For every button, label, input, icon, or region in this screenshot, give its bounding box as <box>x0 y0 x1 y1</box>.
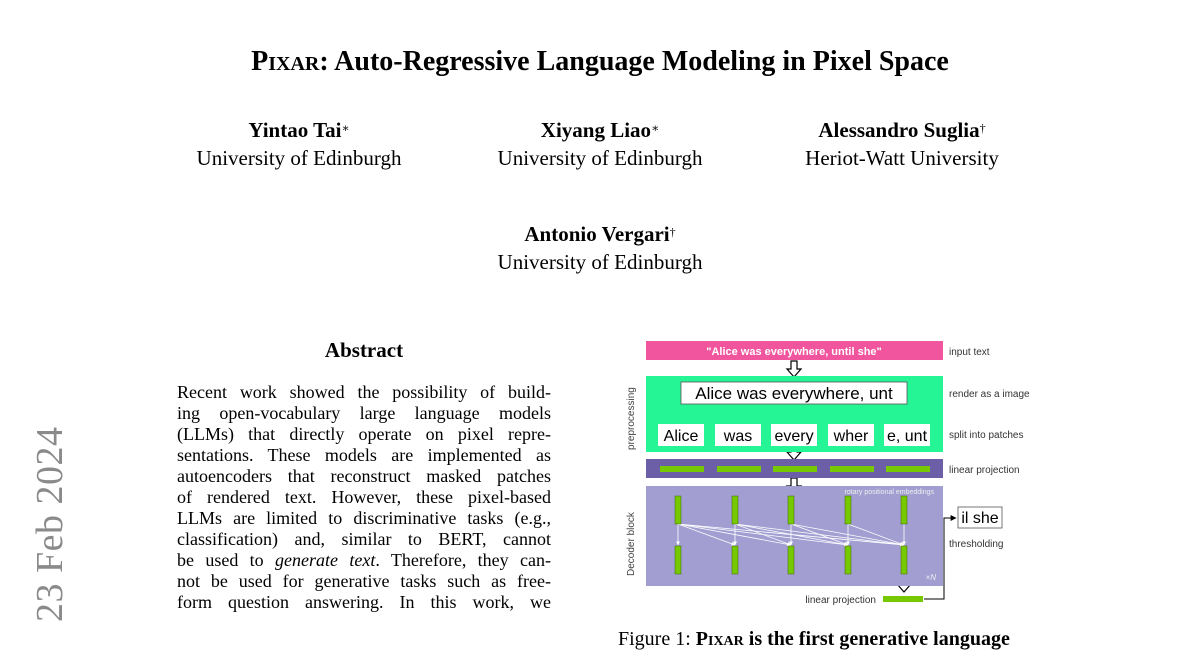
preprocessing-label: preprocessing <box>626 387 637 450</box>
projection-tokens <box>660 466 930 472</box>
decoder-block <box>646 486 943 586</box>
author-affiliation: University of Edinburgh <box>196 146 402 170</box>
figure-1 <box>618 338 1058 608</box>
abstract-emphasis: generate text <box>275 550 376 570</box>
author-name: Alessandro Suglia <box>818 118 980 142</box>
caption-prefix: Figure 1: <box>618 628 696 650</box>
times-n-label: ×N <box>925 573 936 582</box>
abstract-line: form question answering. In this work, we <box>177 592 551 612</box>
abstract-line: sentations. These models are implemented as <box>177 445 551 465</box>
author-4 <box>450 220 750 276</box>
caption-rest: is the first generative language <box>743 628 1010 650</box>
abstract-line: Recent work showed the possibility of build- <box>177 382 551 402</box>
down-arrow-icon <box>787 361 801 377</box>
rendered-text: Alice was everywhere, unt <box>695 384 893 403</box>
abstract-line: ing open-vocabulary large language models <box>177 403 551 423</box>
label-thresholding: thresholding <box>949 539 1004 550</box>
patch-text: Alice <box>663 428 699 445</box>
abstract-text: be used to <box>177 550 276 570</box>
abstract-line-9 <box>177 550 551 571</box>
author-2 <box>450 116 750 172</box>
abstract-line: LLMs are limited to discriminative tasks (e.g., <box>177 508 551 528</box>
abstract-line: autoencoders that reconstruct masked patches <box>177 466 551 486</box>
author-mark: ∗ <box>651 121 660 135</box>
label-render: render as a image <box>949 389 1030 400</box>
output-token <box>883 596 923 602</box>
label-projection: linear projection <box>949 465 1020 476</box>
author-affiliation: Heriot-Watt University <box>805 146 999 170</box>
input-text: "Alice was everywhere, until she" <box>706 346 882 358</box>
abstract-line: (LLMs) that directly operate on pixel repre- <box>177 424 551 444</box>
paper-title <box>0 46 1200 78</box>
label-input-text: input text <box>949 347 990 358</box>
patch-text: wher <box>833 428 869 445</box>
patch-text: e, unt <box>886 428 928 445</box>
architecture-diagram <box>618 338 1058 608</box>
author-name: Yintao Tai <box>248 118 342 142</box>
patches <box>658 424 930 446</box>
title-rest: : Auto-Regressive Language Modeling in Pixel Space <box>319 46 949 77</box>
arxiv-side-date: 23 Feb 2024 <box>29 426 71 622</box>
author-name: Antonio Vergari <box>524 222 670 246</box>
author-affiliation: University of Edinburgh <box>497 250 703 274</box>
abstract-line: not be used for generative tasks such as free- <box>177 571 551 591</box>
rotary-label: rotary positional embeddings <box>844 489 934 496</box>
abstract-line: classification) and, similar to BERT, cannot <box>177 529 551 549</box>
label-split: split into patches <box>949 430 1024 441</box>
author-mark: ∗ <box>341 121 350 135</box>
label-bottom-projection: linear projection <box>805 595 876 606</box>
abstract-text: . Therefore, they can- <box>375 550 551 570</box>
patch-text: every <box>774 428 814 445</box>
title-model-name: Pixar <box>251 46 320 77</box>
author-mark: † <box>669 225 676 239</box>
author-name: Xiyang Liao <box>540 118 652 142</box>
decoder-label: Decoder block <box>626 512 637 576</box>
abstract-body <box>177 382 551 613</box>
abstract-line: of rendered text. However, these pixel-based <box>177 487 551 507</box>
author-affiliation: University of Edinburgh <box>497 146 703 170</box>
author-mark: † <box>979 121 986 135</box>
abstract-heading: Abstract <box>324 338 404 362</box>
author-1 <box>149 116 449 172</box>
author-3 <box>752 116 1052 172</box>
output-patch-text: il she <box>961 510 999 527</box>
caption-model-name: Pixar <box>695 628 744 650</box>
patch-text: was <box>723 428 753 445</box>
